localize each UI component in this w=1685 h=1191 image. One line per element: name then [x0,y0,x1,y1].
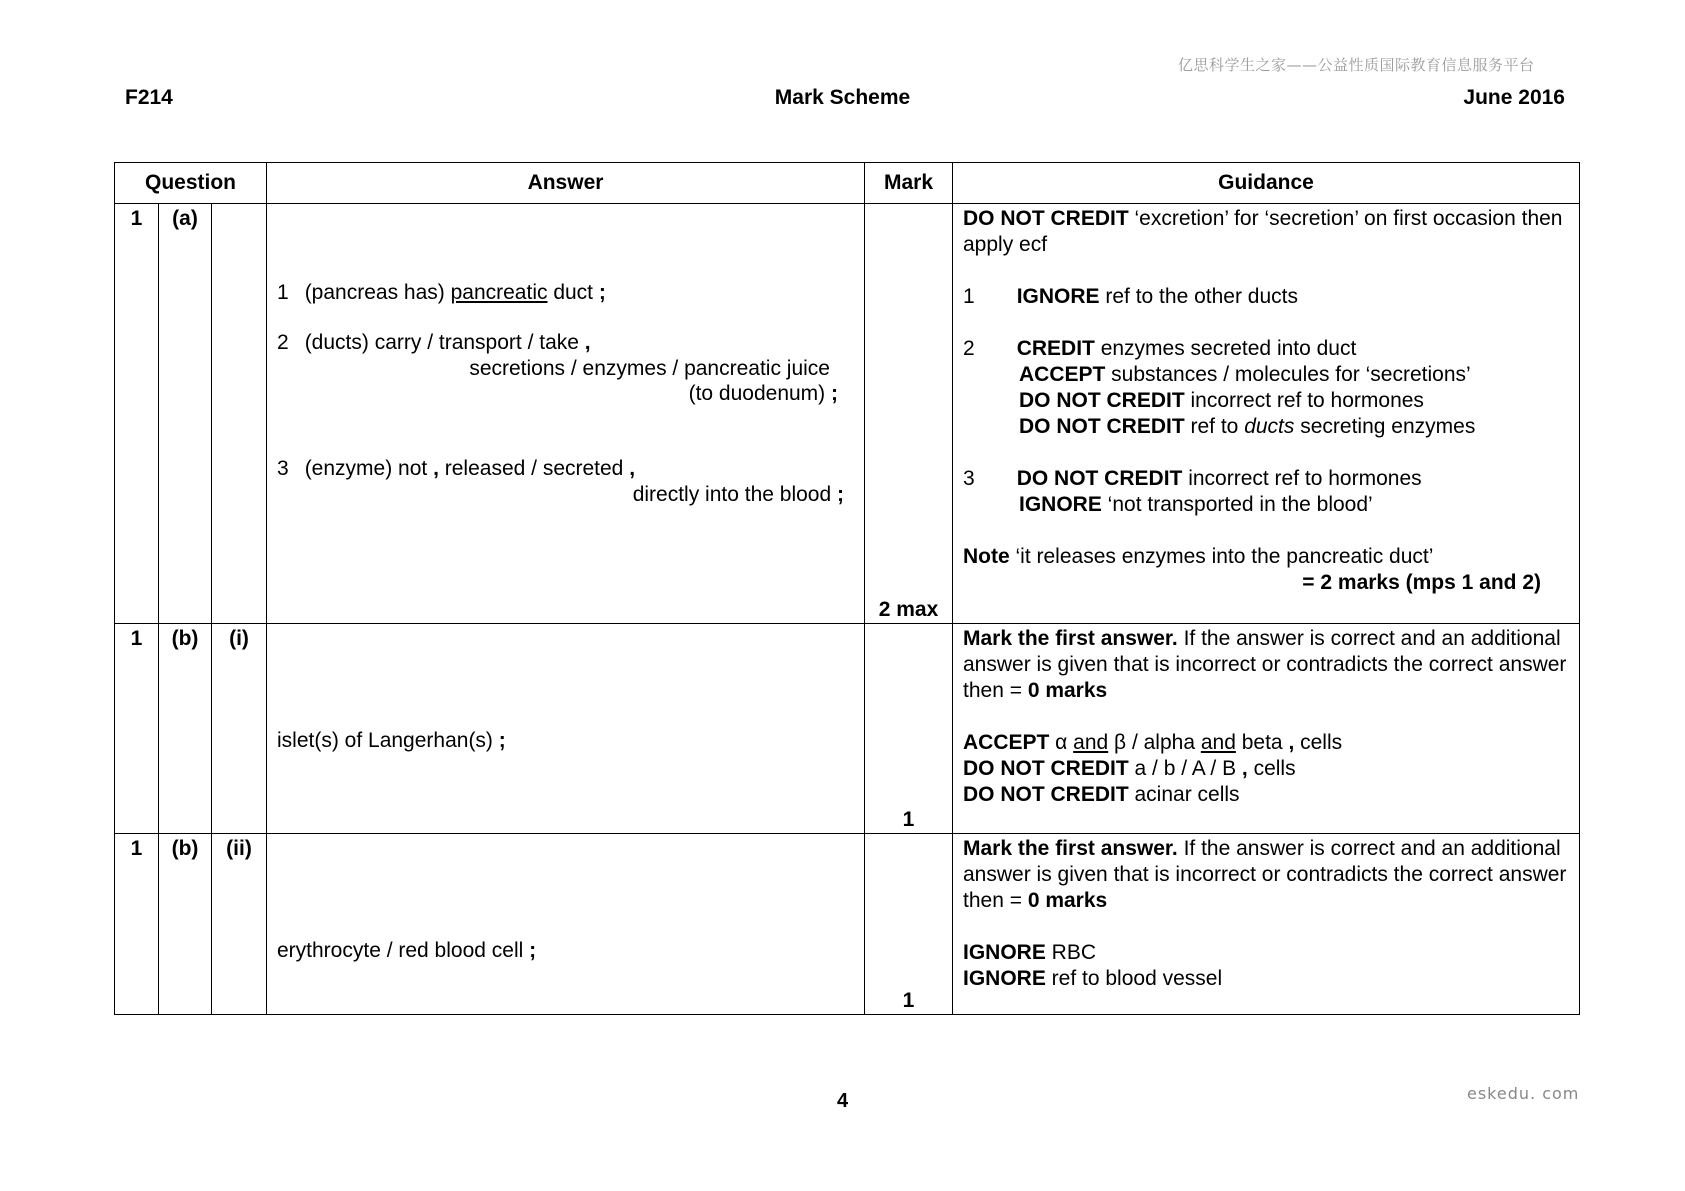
mark-value: 1 [902,808,915,831]
table-header-row [115,163,1580,204]
table-row [115,624,1580,834]
question-subpart [212,204,267,624]
question-subpart: (i) [212,624,267,834]
question-part: (a) [159,204,212,624]
guidance-line: DO NOT CREDIT a / b / A / B , cells [963,757,1296,780]
question-number: 1 [115,624,159,834]
table-row [115,204,1580,624]
guidance-line: 3 DO NOT CREDIT incorrect ref to hormones [963,467,1422,490]
question-part: (b) [159,624,212,834]
mark-scheme-table [114,162,1580,1015]
page-title: Mark Scheme [774,86,911,109]
guidance-line: DO NOT CREDIT ‘excretion’ for ‘secretion’ on first occasion then apply ecf [963,207,1563,256]
guidance-cell [953,204,1580,624]
exam-date: June 2016 [1463,86,1565,109]
answer-cell [267,834,865,1015]
answer-mp3-line2: directly into the blood ; [632,483,844,506]
header-question: Question [115,163,267,204]
question-number: 1 [115,204,159,624]
answer-mp2-line3: (to duodenum) ; [688,382,838,405]
guidance-line: 1 IGNORE ref to the other ducts [963,285,1298,308]
mark-value: 2 max [878,598,939,621]
paper-code: F214 [125,86,173,109]
guidance-line: Mark the first answer. If the answer is correct and an additional answer is given that is incorrect or contradicts the correct answer then = 0 marks [963,627,1567,702]
guidance-line: DO NOT CREDIT ref to ducts secreting enzymes [1019,415,1476,438]
question-subpart: (ii) [212,834,267,1015]
question-number: 1 [115,834,159,1015]
watermark-top: 亿思科学生之家——公益性质国际教育信息服务平台 [1178,56,1535,74]
page-number: 4 [836,1090,849,1112]
mark-cell [865,834,953,1015]
mark-value: 1 [902,989,915,1012]
guidance-line: Mark the first answer. If the answer is correct and an additional answer is given that is incorrect or contradicts the correct answer then = 0 marks [963,837,1567,912]
answer-text: erythrocyte / red blood cell ; [277,939,537,962]
guidance-line: DO NOT CREDIT acinar cells [963,783,1240,806]
guidance-line: 2 CREDIT enzymes secreted into duct [963,337,1357,360]
answer-mp1: 1 (pancreas has) pancreatic duct ; [277,281,606,304]
header-guidance: Guidance [953,163,1580,204]
guidance-line: IGNORE ref to blood vessel [963,967,1223,990]
answer-cell [267,624,865,834]
header-answer: Answer [267,163,865,204]
watermark-bottom: eskedu. com [1467,1084,1580,1103]
answer-mp3-line1: 3 (enzyme) not , released / secreted , [277,457,636,480]
guidance-cell [953,834,1580,1015]
answer-text: islet(s) of Langerhan(s) ; [277,729,506,752]
answer-mp2-line2: secretions / enzymes / pancreatic juice [469,357,830,380]
guidance-line: DO NOT CREDIT incorrect ref to hormones [1019,389,1424,412]
mark-cell [865,204,953,624]
answer-mp2-line1: 2 (ducts) carry / transport / take , [277,331,591,354]
guidance-line: = 2 marks (mps 1 and 2) [1302,571,1541,594]
guidance-cell [953,624,1580,834]
guidance-line: ACCEPT substances / molecules for ‘secretions’ [1019,363,1471,386]
table-row [115,834,1580,1015]
guidance-line: IGNORE RBC [963,941,1097,964]
guidance-line: IGNORE ‘not transported in the blood’ [1019,493,1373,516]
answer-cell [267,204,865,624]
question-part: (b) [159,834,212,1015]
mark-cell [865,624,953,834]
header-mark: Mark [865,163,953,204]
guidance-line: Note ‘it releases enzymes into the pancreatic duct’ [963,545,1434,568]
guidance-line: ACCEPT α and β / alpha and beta , cells [963,731,1343,754]
